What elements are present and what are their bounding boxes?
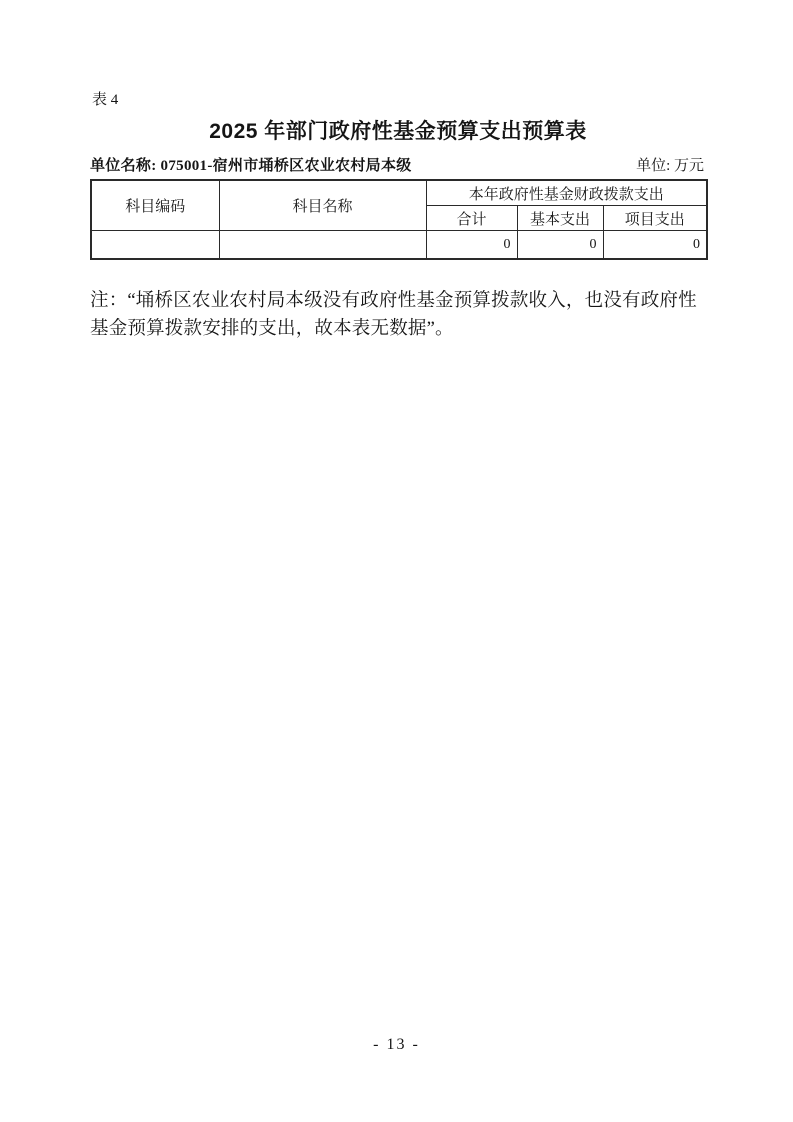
meta-row [90,154,706,175]
page-title: 2025 年部门政府性基金预算支出预算表 [209,120,587,143]
column-header-project-expenditure: 项目支出 [603,206,707,231]
column-header-total: 合计 [426,206,517,231]
document-page [90,88,706,343]
cell-project-value: 0 [603,231,707,260]
column-header-subject-name: 科目名称 [219,180,426,231]
cell-total-value: 0 [426,231,517,260]
column-group-header-fund-expenditure: 本年政府性基金财政拨款支出 [426,180,707,206]
unit-measure-text: 单位: 万元 [636,158,704,174]
cell-subject-code [91,231,219,260]
column-header-basic-expenditure: 基本支出 [517,206,603,231]
note-line: 基金预算拨款安排的支出，故本表无数据”。 [90,319,454,339]
note-text [90,287,706,343]
table-number-label: 表 4 [92,92,119,108]
cell-basic-value: 0 [517,231,603,260]
column-header-subject-code: 科目编码 [91,180,219,231]
page-number: - 13 - [373,1036,420,1053]
table-row [91,231,707,260]
unit-name-text: 单位名称: 075001-宿州市埇桥区农业农村局本级 [90,158,412,174]
note-line: 注：“埇桥区农业农村局本级没有政府性基金预算拨款收入，也没有政府性 [90,291,697,311]
cell-subject-name [219,231,426,260]
budget-table [90,179,708,260]
